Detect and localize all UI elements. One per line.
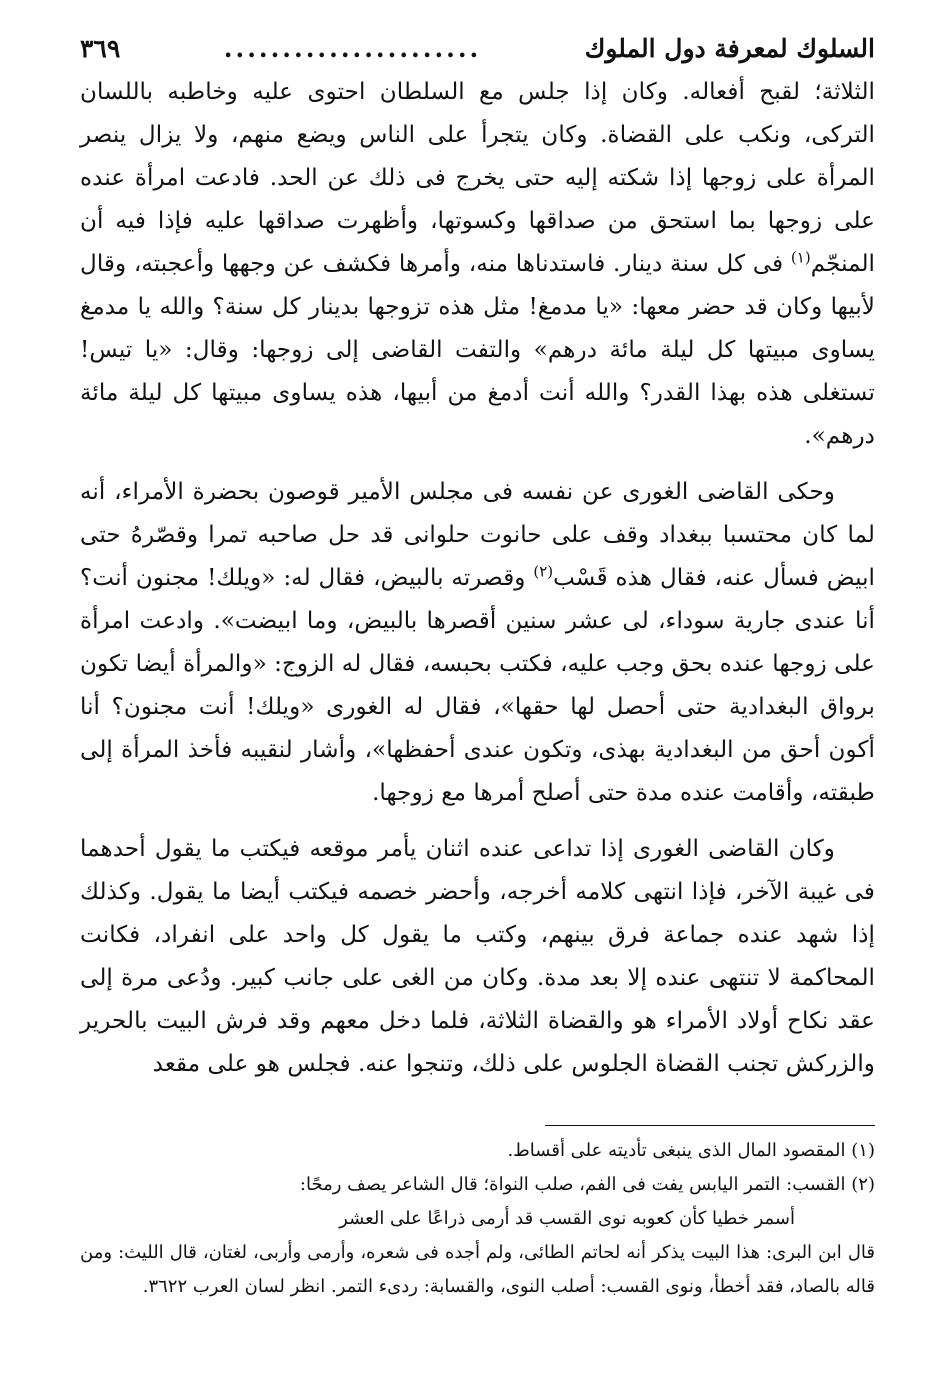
paragraph-2-part-b: وقصرته بالبيض، فقال له: «ويلك! مجنون أنت؟ أنا عندى جارية سوداء، لى عشر سنين أقصرها بالبيض، وما ابيضت». وادعت امرأة على زوجها عنده بحق وجب عليه، فكتب بحبسه، فقال له الزوج: «والمرأة أيضا تكون برواق البغدادية حتى أحصل لها حقها»، فقال له الغورى «ويلك! أنت مجنون؟ أنا أكون أحق من البغدادية بهذى، وتكون عندى أحفظها»، وأشار لنقيبه فأخذ المرأة إلى طبقته، وأقامت عنده مدة حتى أصلح أمرها مع زوجها. [80, 564, 875, 806]
paragraph-1-part-a: الثلاثة؛ لقبح أفعاله. وكان إذا جلس مع السلطان احتوى عليه وخاطبه باللسان التركى، ونكب على القضاة. وكان يتجرأ على الناس ويضع منهم، ولا يزال ينصر المرأة على زوجها إذا شكته إليه حتى يخرج فى ذلك عن الحد. فادعت امرأة عنده على زوجها بما استحق من صداقها وكسوتها، وأظهرت صداقها عليه فإذا فيه أن المنجّم [80, 78, 875, 277]
paragraph-2-part-a: وحكى القاضى الغورى عن نفسه فى مجلس الأمير قوصون بحضرة الأمراء، أنه لما كان محتسبا ببغداد وقف على حانوت حلوانى قد حل صاحبه تمرا وقصّرهُ حتى ابيض فسأل عنه، فقال هذه قَسْب [80, 478, 875, 591]
paragraph-1-part-b: فى كل سنة دينار. فاستدناها منه، وأمرها فكشف عن وجهها وأعجبته، وقال لأبيها وكان قد حضر معها: «يا مدمغ! مثل هذه تزوجها بدينار كل سنة؟ والله يا مدمغ يساوى مبيتها كل ليلة مائة درهم» والتفت القاضى إلى زوجها: وقال: «يا تيس! تستغلى هذه بهذا القدر؟ والله أنت أدمغ من أبيها، هذه يساوى مبيتها كل ليلة مائة درهم». [80, 250, 875, 449]
footnote-1: (١) المقصود المال الذى ينبغى تأديته على أقساط. [507, 1140, 875, 1161]
footnote-2-continuation: قال ابن البرى: هذا البيت يذكر أنه لحاتم الطائى، ولم أجده فى شعره، وأرمى وأربى، لغتان، قال الليث: ومن قاله بالصاد، فقد أخطأ، ونوى القسب: أصلب النوى، والقسابة: ردىء التمر. انظر لسان العرب ٣٦٢٢. [80, 1242, 875, 1297]
paragraph-2 [80, 470, 875, 814]
running-header [80, 28, 875, 70]
footnote-ref-2: (٢) [533, 562, 554, 581]
paragraph-1 [80, 70, 875, 457]
book-title: السلوك لمعرفة دول الملوك [584, 34, 875, 63]
footnote-2: (٢) القسب: التمر اليابس يفت فى الفم، صلب النواة؛ قال الشاعر يصف رمحًا: [299, 1174, 875, 1195]
footnote-2-verse: أسمر خطيا كأن كعوبه نوى القسب قد أرمى ذراعًا على العشر [339, 1208, 795, 1229]
book-page [80, 28, 875, 1304]
footnote-separator [545, 1125, 875, 1126]
footnotes [80, 1134, 875, 1304]
footnote-ref-1: (١) [790, 248, 811, 267]
paragraph-3: وكان القاضى الغورى إذا تداعى عنده اثنان يأمر موقعه فيكتب ما يقول أحدهما فى غيبة الآخر، فإذا انتهى كلامه أخرجه، وأحضر خصمه فيكتب أيضا ما يقول. وكذلك إذا شهد عنده جماعة فرق بينهم، وكتب ما يقول كل واحد على انفراد، فكانت المحاكمة لا تنتهى عنده إلا بعد مدة. وكان من الغى على جانب كبير. ودُعى مرة إلى عقد نكاح أولاد الأمراء هو والقضاة الثلاثة، فلما دخل معهم وقد فرش البيت بالحرير والزركش تجنب القضاة الجلوس على ذلك، وتنجوا عنه. فجلس هو على مقعد [80, 835, 875, 1077]
header-leader-dots: ...................... [223, 34, 482, 63]
page-number: ٣٦٩ [80, 34, 121, 63]
main-text [80, 70, 875, 1085]
